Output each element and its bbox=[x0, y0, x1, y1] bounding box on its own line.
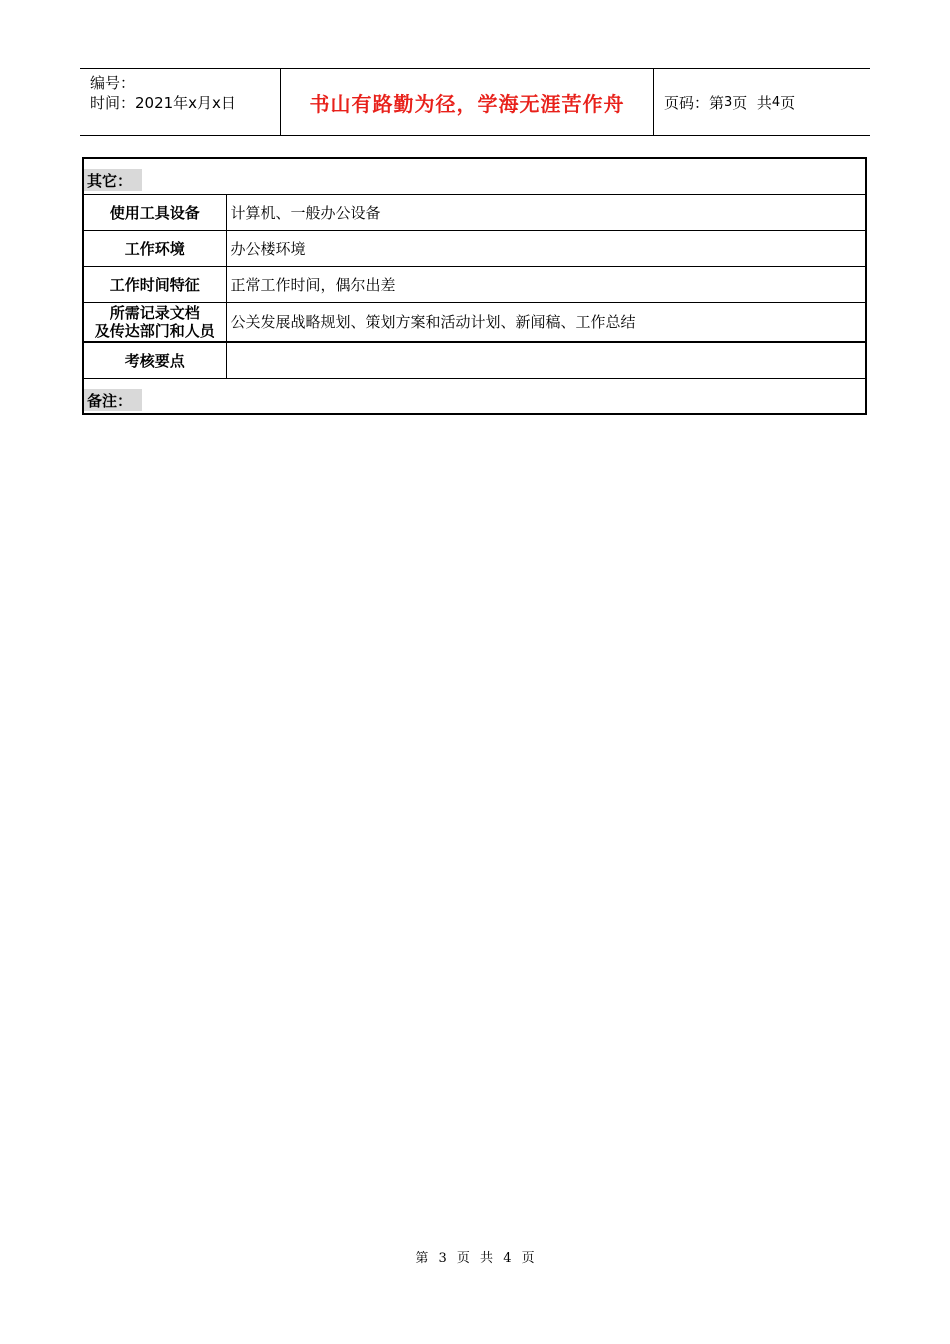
section-notes-row bbox=[83, 378, 866, 414]
job-description-table bbox=[82, 157, 867, 415]
document-date: 时间：2021年x月x日 bbox=[90, 94, 236, 112]
header-motto-cell bbox=[281, 69, 654, 135]
table-row bbox=[83, 194, 866, 230]
table-row bbox=[83, 342, 866, 378]
table-row bbox=[83, 266, 866, 302]
page-mid: 页 共 bbox=[732, 93, 772, 112]
row-label bbox=[83, 302, 226, 342]
page-header bbox=[80, 68, 870, 136]
table-row bbox=[83, 230, 866, 266]
page-suffix: 页 bbox=[780, 93, 796, 112]
row-label: 工作时间特征 bbox=[83, 266, 226, 302]
row-value bbox=[226, 342, 866, 378]
table-row bbox=[83, 302, 866, 342]
row-label-line2: 及传达部门和人员 bbox=[94, 321, 215, 340]
row-value: 办公楼环境 bbox=[226, 230, 866, 266]
section-other-label: 其它： bbox=[84, 169, 142, 191]
page-current: 3 bbox=[724, 94, 733, 110]
header-meta bbox=[80, 69, 281, 135]
row-value: 公关发展战略规划、策划方案和活动计划、新闻稿、工作总结 bbox=[226, 302, 866, 342]
row-label-line1: 所需记录文档 bbox=[109, 303, 200, 322]
document-code-label: 编号： bbox=[90, 74, 136, 92]
row-label: 使用工具设备 bbox=[83, 194, 226, 230]
page-prefix: 页码：第 bbox=[664, 93, 725, 112]
row-value: 计算机、一般办公设备 bbox=[226, 194, 866, 230]
page-footer: 第 3 页 共 4 页 bbox=[415, 1251, 535, 1266]
section-notes-label: 备注： bbox=[84, 389, 142, 411]
header-motto: 书山有路勤为径，学海无涯苦作舟 bbox=[309, 91, 625, 116]
header-page-number bbox=[654, 69, 870, 135]
section-other-row bbox=[83, 158, 866, 194]
row-value: 正常工作时间，偶尔出差 bbox=[226, 266, 866, 302]
row-label: 考核要点 bbox=[83, 342, 226, 378]
row-label: 工作环境 bbox=[83, 230, 226, 266]
page-total: 4 bbox=[771, 94, 781, 110]
